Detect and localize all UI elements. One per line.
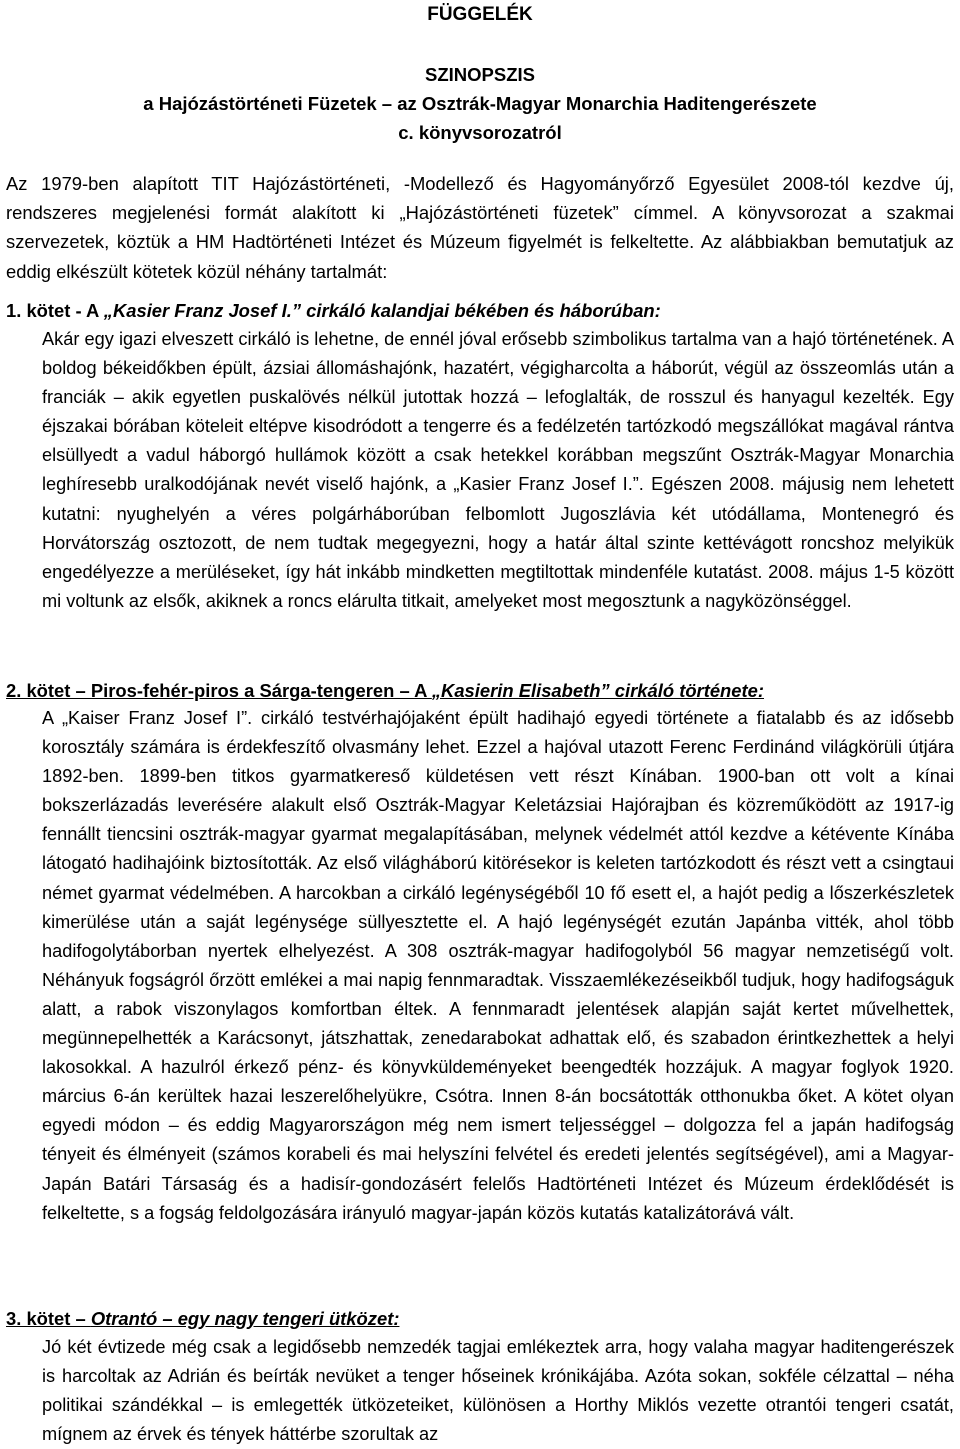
volume-1-description: Akár egy igazi elveszett cirkáló is lehetne, de ennél jóval erősebb szimbolikus tartalma van a hajó történetének. A boldog békeidőkben épült, ázsiai állomáshajónk, hazatért, végigharcolta a háborút, végül az összeomlás után a franciák – akik egyetlen puskalövés nélkül jutottak hozzá – lefoglalták, de rosszul és hanyagul kezelték. Egy éjszakai bórában köteleit eltépve kisodródott a tengerre és a fedélzetén tartózkodó megszállókat magával rántva elsüllyedt a vadul háborgó hullámok között a csak hetekkel korábban megszűnt Osztrák-Magyar Monarchia leghíresebb uralkodójának nevét viselő hajónk, a „Kasier Franz Josef I.”. Egészen 2008. májusig nem lehetett kutatni: nyughelyén a véres polgárháborúban felbomlott Jugoszlávia két utódállama, Montenegró és Horvátország osztozott, de nem tudtak megegyezni, hogy a határ által szinte kettévágott roncshoz melyikük engedélyezze a merüléseket, így hát inkább mindketten megtiltottak mindenféle kutatást. 2008. május 1-5 között mi voltunk az elsők, akiknek a roncs elárulta titkait, amelyeket most megosztunk a nagyközönséggel. — [42, 329, 954, 611]
volume-3-title-italic: Otrantó – egy nagy tengeri ütközet: — [90, 1308, 400, 1329]
intro-sentence-1: Az 1979-ben alapított TIT Hajózástörténeti, -Modellező és Hagyományőrző Egyesület 2008-tól kezdve új, rendszeres megjelenési formát alakított ki „Hajózástörténeti füzetek” címmel. — [6, 173, 954, 224]
volume-1-title — [6, 296, 661, 325]
series-subtitle-line1: a Hajózástörténeti Füzetek – az Osztrák-Magyar Monarchia Haditengerészete — [143, 93, 817, 114]
synopsis-title: SZINOPSZIS — [425, 64, 535, 85]
intro-paragraph — [6, 169, 954, 286]
volume-3-title — [6, 1304, 399, 1333]
intro-sentence-2: A könyvsorozat a szakmai szervezetek, köztük a HM Hadtörténeti Intézet és Múzeum figyelmét is felkeltette. Az alábbiakban bemutatjuk az eddig elkészült kötetek közül néhány tartalmát: — [6, 202, 954, 282]
volume-2-title-italic: „Kasierin Elisabeth” cirkáló története: — [431, 680, 764, 701]
volume-2-number: 2. kötet – Piros-fehér-piros a Sárga-tengeren – A — [6, 680, 432, 701]
volume-1-number: 1. kötet - A — [6, 300, 104, 321]
volume-2-title — [6, 676, 764, 705]
series-subtitle-line2: c. könyvsorozatról — [398, 122, 562, 143]
volume-1-title-italic: „Kasier Franz Josef I.” cirkáló kalandjai békében és háborúban: — [103, 300, 661, 321]
appendix-title: FÜGGELÉK — [427, 4, 533, 25]
volume-3-number: 3. kötet – — [6, 1308, 91, 1329]
volume-3-description: Jó két évtizede még csak a legidősebb nemzedék tagjai emlékeztek arra, hogy valaha magyar haditengerészek is harcoltak az Adrián és beírták nevüket a tenger hőseinek krónikájába. Azóta sokan, sokféle célzattal – néha politikai szándékkal – is emlegették ütközeteiket, különösen a Horthy Miklós vezette otrantói tengeri csatát, mígnem az érvek és tények háttérbe szorultak az — [42, 1337, 954, 1445]
volume-2-description: A „Kaiser Franz Josef I”. cirkáló testvérhajójaként épült hadihajó egyedi története a fiatalabb és az idősebb korosztály számára is érdekfeszítő olvasmány lehet. Ezzel a hajóval utazott Ferenc Ferdinánd világkörüli útjára 1892-ben. 1899-ben titkos gyarmatkereső küldetésen vett részt Kínában. 1900-ban ott volt a kínai bokszerlázadás leverésére alakult első Osztrák-Magyar Keletázsiai Hajórajban és közreműködött az 1917-ig fennállt tiencsini osztrák-magyar gyarmat megalapításában, melynek védelmét attól kezdve a kétévente Kínába látogató hadihajóink biztosították. Az első világháború kitörésekor is keleten tartózkodott és részt vett a csingtaui német gyarmat védelmében. A harcokban a cirkáló legénységéből 10 fő esett el, a hajót pedig a lőszerkészletek kimerülése után a saját legénysége süllyesztette el. A hajó legénységét ezután Japánba vitték, ahol több hadifogolytáborban nyertek elhelyezést. A 308 osztrák-magyar hadifogolyból 56 magyar nemzetiségű volt. Néhányuk fogságról őrzött emlékei a mai napig fennmaradtak. Visszaemlékezéseikből tudjuk, hogy hadifogságuk alatt, a rabok viszonylagos komfortban éltek. A fennmaradt jelentések alapján saját kertet művelhettek, megünnepelhették a Karácsonyt, játszhattak, zenedarabokat adhattak elő, és szabadon érintkezhettek a helyi lakosokkal. A hazulról érkező pénz- és könyvküldeményeket beengedték hozzájuk. A magyar foglyok 1920. március 6-án kerültek hazai leszerelőhelyükre, Csótra. Innen 8-án bocsátották otthonukba őket. A kötet olyan egyedi módon – és eddig Magyarországon még nem ismert teljességgel – dolgozza fel a japán hadifogság tényeit és élményeit (számos korabeli és mai helyszíni felvétel és eredeti jelentés segítségével), ami a Magyar-Japán Batári Társaság és a hadisír-gondozásért felelős Hadtörténeti Intézet és Múzeum érdeklődését is felkeltette, s a fogság feldolgozására irányuló magyar-japán közös kutatás katalizátorává vált. — [42, 708, 954, 1223]
synopsis-header — [0, 60, 960, 147]
